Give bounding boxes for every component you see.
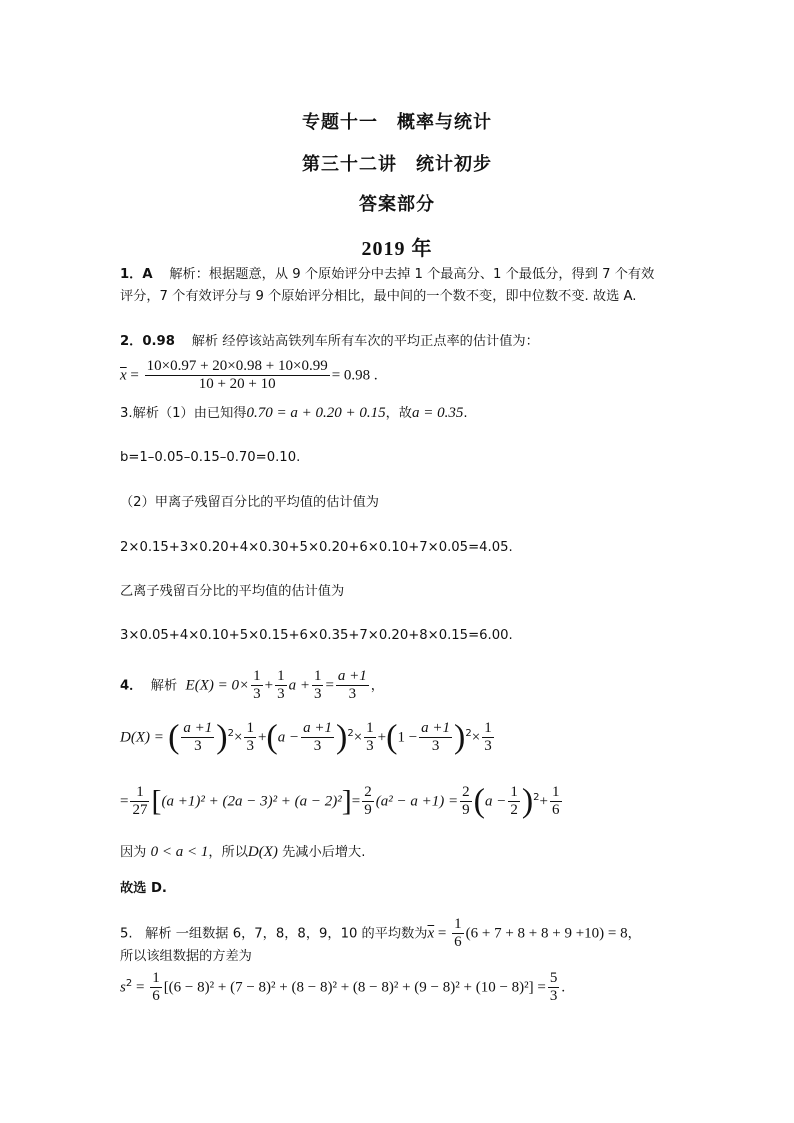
q4-concl-ineq: 0 < a < 1 bbox=[150, 844, 209, 860]
q4-frac-b-num: 1 bbox=[277, 668, 285, 684]
q3-mid: ，故 bbox=[385, 406, 412, 421]
q4-frac-g bbox=[301, 720, 334, 755]
q4-one-minus: 1 − bbox=[397, 729, 418, 746]
q5-text: 一组数据 6，7，8，8，9，10 的平均数为 bbox=[175, 926, 428, 942]
q5-var-expr: [(6 − 8)² + (7 − 8)² + (8 − 8)² + (8 − 8)² + (9 − 8)² + (10 − 8)²] = bbox=[163, 979, 546, 996]
q5-s: s bbox=[120, 979, 126, 996]
q4-frac-e-num: a +1 bbox=[183, 720, 213, 736]
q1-number: 1．A bbox=[120, 267, 153, 282]
q4-line2: D(X) = ( $\frac{a +1}{3}$ )$^2$× $\frac{1}{3}$ +(a − $\frac{a +1}{3}$ )$^2$× $\frac{1}{3}$ +(1 − $\frac{a +1}{3}$ )$^2$× $\frac{1}{3}$ bbox=[120, 718, 492, 756]
q4-frac-j-den: 3 bbox=[484, 738, 492, 754]
q5-line1: 5. 解析 一组数据 6，7，8，8，9，10 的平均数为$\overline{x}$ = $\frac{1}{6}$ (6 + 7 + 8 + 8 + 9 +10) = 8， bbox=[120, 916, 641, 950]
q3-b-line: b=1–0.05–0.15–0.70=0.10. bbox=[120, 450, 301, 465]
q4-sq-3: 2 bbox=[465, 728, 472, 740]
q4-frac-a bbox=[251, 668, 263, 703]
topic-title: 专题十一 概率与统计 bbox=[302, 112, 492, 133]
q1-line2: 评分，7 个有效评分与 9 个原始评分相比，最中间的一个数不变，即中位数不变. 故选 A. bbox=[120, 289, 637, 304]
q4-frac-d-num: a +1 bbox=[337, 668, 367, 684]
q4-frac-n bbox=[508, 784, 520, 819]
q4-frac-h bbox=[364, 720, 376, 755]
q4-frac-m-num: 2 bbox=[462, 784, 470, 800]
q4-plus-2: + bbox=[257, 729, 267, 746]
q4-frac-f-num: 1 bbox=[246, 720, 254, 736]
q3-lead: 3.解析（1）由已知得 bbox=[120, 406, 247, 421]
q4-frac-a-num: 1 bbox=[253, 668, 261, 684]
q4-dx-left: D(X) = bbox=[120, 729, 164, 746]
q3-end: . bbox=[463, 406, 468, 421]
q5-xbar: $\overline{x}$ bbox=[427, 925, 435, 942]
q2-xbar: $\overline{x}$ bbox=[120, 367, 127, 384]
q4-sq-2: 2 bbox=[347, 728, 354, 740]
q2-formula: $\overline{x}$ = $\frac{10\times 0.97 + 20\times 0.98 + 10\times 0.99}{10 + 20 + 10}$ = 0.98 . bbox=[120, 358, 378, 392]
q4-concl-mid: ，所以 bbox=[208, 845, 248, 860]
q4-frac-d-den: 3 bbox=[348, 686, 357, 702]
q4-frac-l-den: 9 bbox=[364, 802, 372, 818]
q4-bracket-terms: (a +1)² + (2a − 3)² + (a − 2)² bbox=[161, 793, 342, 810]
q3-calc-a: 2×0.15+3×0.20+4×0.30+5×0.20+6×0.10+7×0.05=4.05. bbox=[120, 540, 513, 555]
q5-frac-b bbox=[150, 970, 162, 1005]
q5-frac-c-num: 5 bbox=[549, 970, 558, 986]
q4-frac-g-den: 3 bbox=[313, 738, 322, 754]
q4-times-1: × bbox=[233, 729, 243, 746]
q4-frac-k bbox=[130, 784, 149, 819]
q4-frac-m-den: 9 bbox=[462, 802, 470, 818]
q4-plus-4: + bbox=[539, 793, 548, 810]
lecture-title: 第三十二讲 统计初步 bbox=[302, 154, 492, 175]
q2-fraction bbox=[145, 358, 330, 393]
q4-frac-h-num: 1 bbox=[366, 720, 374, 736]
q4-line3-lead: = bbox=[120, 793, 129, 810]
q4-frac-k-num: 1 bbox=[130, 784, 149, 802]
q3-line1 bbox=[120, 404, 468, 423]
q4-frac-i-den: 3 bbox=[431, 738, 440, 754]
q5-var-formula: $s^2$ = $\frac{1}{6}$ [(6 − 8)² + (7 − 8)² + (8 − 8)² + (8 − 8)² + (9 − 8)² + (10 − 8)²] = $\frac{5}{3}$ . bbox=[120, 970, 566, 1004]
q1-label: 解析 bbox=[169, 267, 196, 282]
q5-mean-expr: (6 + 7 + 8 + 8 + 9 +10) = 8 bbox=[465, 925, 628, 942]
q5-number: 5. bbox=[120, 926, 133, 942]
q5-frac-c bbox=[548, 970, 560, 1005]
q2-denominator: 10 + 20 + 10 bbox=[198, 376, 276, 392]
q5-frac-a-den: 6 bbox=[454, 934, 462, 950]
q2-text: 经停该站高铁列车所有车次的平均正点率的估计值为： bbox=[222, 334, 539, 349]
q4-conclusion bbox=[120, 843, 365, 862]
q4-concl-dx: D(X) bbox=[247, 844, 278, 860]
q4-frac-c-num: 1 bbox=[313, 668, 322, 684]
q5-frac-c-den: 3 bbox=[549, 988, 558, 1004]
q5-frac-b-num: 1 bbox=[152, 970, 160, 986]
q4-frac-f-den: 3 bbox=[246, 738, 254, 754]
q4-frac-a-den: 3 bbox=[253, 686, 261, 702]
answers-heading: 答案部分 bbox=[359, 194, 435, 215]
year-heading: 2019 年 bbox=[361, 238, 433, 260]
q4-line1 bbox=[120, 668, 384, 703]
q5-comma: ， bbox=[627, 926, 641, 942]
q4-frac-i-num: a +1 bbox=[421, 720, 451, 736]
q4-eq-2: = bbox=[351, 793, 361, 810]
q4-frac-o bbox=[550, 784, 562, 819]
q4-frac-j-num: 1 bbox=[484, 720, 492, 736]
q2-result: = 0.98 . bbox=[331, 367, 378, 384]
q2-label: 解析 bbox=[191, 334, 219, 349]
q4-a-minus: a − bbox=[277, 729, 300, 746]
q4-times-2: × bbox=[353, 729, 363, 746]
q4-frac-e bbox=[181, 720, 214, 755]
q4-frac-m bbox=[460, 784, 472, 819]
q4-plus: + bbox=[264, 677, 274, 694]
q5-frac-a bbox=[452, 916, 464, 951]
q4-a-term: a + bbox=[288, 677, 310, 694]
q3-eq2: a = 0.35 bbox=[411, 405, 464, 421]
q5-label: 解析 bbox=[145, 926, 172, 942]
q4-times-3: × bbox=[471, 729, 481, 746]
q4-frac-c bbox=[312, 668, 324, 703]
q4-frac-n-num: 1 bbox=[510, 784, 518, 800]
q4-sq-1: 2 bbox=[227, 728, 234, 740]
q4-frac-n-den: 2 bbox=[510, 802, 518, 818]
q4-concl-pre: 因为 bbox=[120, 845, 147, 860]
q4-choice: 故选 D. bbox=[120, 881, 167, 896]
q4-frac-g-num: a +1 bbox=[303, 720, 332, 736]
q2-numerator: 10×0.97 + 20×0.98 + 10×0.99 bbox=[146, 358, 328, 374]
q4-concl-end: 先减小后增大. bbox=[282, 845, 366, 860]
q4-frac-b-den: 3 bbox=[277, 686, 285, 702]
q5-frac-a-num: 1 bbox=[454, 916, 462, 932]
q4-label: 解析 bbox=[150, 678, 178, 694]
q4-plus-3: + bbox=[377, 729, 387, 746]
q5-s-sq: 2 bbox=[125, 978, 133, 990]
q1-text-1: ：根据题意，从 9 个原始评分中去掉 1 个最高分、1 个最低分，得到 7 个有效 bbox=[195, 267, 655, 282]
q4-frac-e-den: 3 bbox=[194, 738, 202, 754]
q4-frac-b bbox=[275, 668, 287, 703]
q1-line1 bbox=[120, 266, 654, 284]
q5-frac-b-den: 6 bbox=[152, 988, 160, 1004]
q4-frac-l-num: 2 bbox=[364, 784, 372, 800]
q4-frac-d bbox=[336, 668, 369, 703]
q5-dot: . bbox=[561, 979, 566, 996]
q4-comma: ， bbox=[370, 678, 384, 694]
q3-part2b: 乙离子残留百分比的平均值的估计值为 bbox=[120, 584, 345, 599]
q3-part2: （2）甲离子残留百分比的平均值的估计值为 bbox=[120, 495, 379, 510]
q4-frac-k-den: 27 bbox=[132, 802, 148, 818]
q4-frac-i bbox=[419, 720, 452, 755]
q5-var-line: 所以该组数据的方差为 bbox=[120, 949, 252, 964]
q4-frac-h-den: 3 bbox=[366, 738, 374, 754]
q4-frac-l bbox=[362, 784, 374, 819]
q4-frac-c-den: 3 bbox=[313, 686, 322, 702]
q4-quad: (a² − a +1) = bbox=[375, 793, 459, 810]
q4-frac-f bbox=[244, 720, 256, 755]
q4-frac-j bbox=[482, 720, 494, 755]
q4-ex-left: E(X) = 0× bbox=[185, 677, 250, 694]
q4-sq-4: 2 bbox=[533, 792, 540, 804]
q4-frac-o-num: 1 bbox=[552, 784, 560, 800]
q4-frac-o-den: 6 bbox=[552, 802, 560, 818]
q4-line3: = $\frac{1}{27}$ [(a +1)² + (2a − 3)² + (a − 2)²]= $\frac{2}{9}$ (a² − a +1) = $\frac{2}{9}$ (a − $\frac{1}{2}$ )$^2$+ $\frac{1}{6}$ bbox=[120, 782, 560, 820]
q2-number: 2．0.98 bbox=[120, 334, 175, 349]
q4-a-minus-half: a − bbox=[484, 793, 507, 810]
q3-calc-b: 3×0.05+4×0.10+5×0.15+6×0.35+7×0.20+8×0.15=6.00. bbox=[120, 628, 513, 643]
q4-number: 4． bbox=[120, 678, 143, 694]
q4-eq: = bbox=[325, 677, 334, 694]
q2-line1 bbox=[120, 333, 539, 351]
q3-eq1: 0.70 = a + 0.20 + 0.15 bbox=[246, 405, 386, 421]
